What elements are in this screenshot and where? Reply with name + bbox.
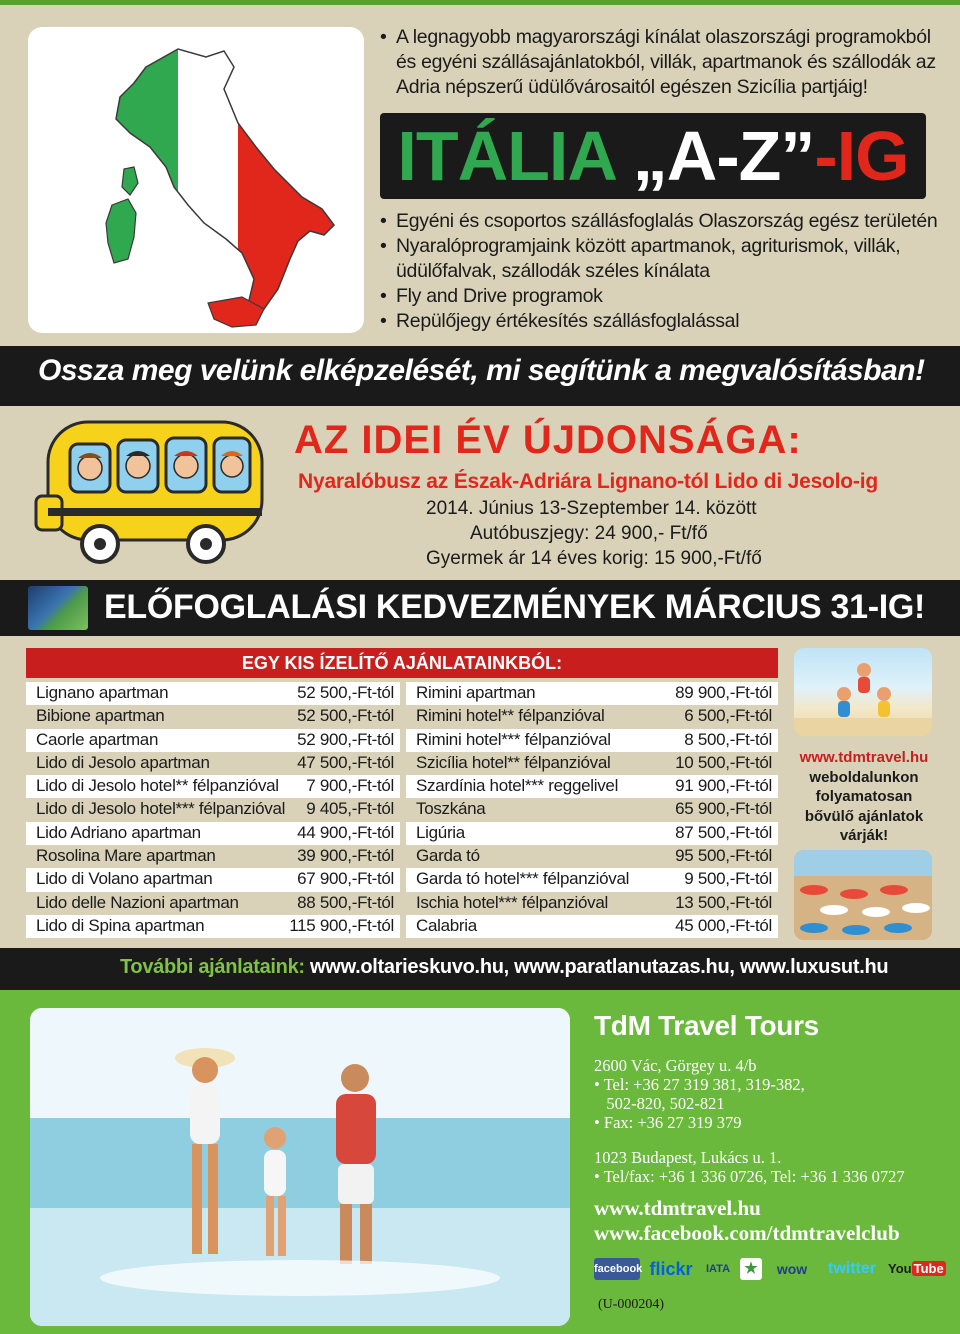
service-item: • Repülőjegy értékesítés szállásfoglalással xyxy=(380,309,950,334)
offer-row xyxy=(26,915,400,938)
address-line: 502-820, 502-821 xyxy=(594,1094,725,1113)
offer-row xyxy=(406,868,778,891)
novelty-ticket-price: Autóbuszjegy: 24 900,- Ft/fő xyxy=(470,523,708,544)
offer-row xyxy=(26,798,400,821)
offer-name: Ischia hotel*** félpanzióval xyxy=(416,892,608,912)
landscape-thumbnail xyxy=(28,586,88,630)
offer-name: Lido di Spina apartman xyxy=(36,915,205,935)
novelty-section xyxy=(0,406,960,580)
offer-price: 9 405,-Ft-tól xyxy=(306,799,394,819)
more-offers-band xyxy=(0,948,960,990)
offer-price: 9 500,-Ft-tól xyxy=(684,869,772,889)
twitter-icon[interactable]: twitter xyxy=(828,1260,876,1277)
beach-kids-photo xyxy=(794,648,932,736)
service-item: • Fly and Drive programok xyxy=(380,284,950,309)
offer-row xyxy=(26,822,400,845)
website-link[interactable]: www.tdmtravel.hu xyxy=(594,1196,761,1220)
green-star-icon: ★ xyxy=(740,1258,762,1280)
offer-name: Garda tó hotel*** félpanzióval xyxy=(416,869,630,889)
offer-row xyxy=(26,729,400,752)
youtube-you: You xyxy=(888,1261,912,1276)
offer-name: Szardínia hotel*** reggelivel xyxy=(416,776,619,796)
offer-name: Lido di Jesolo hotel*** félpanzióval xyxy=(36,799,286,819)
iata-icon[interactable]: IATA xyxy=(705,1263,731,1275)
offer-price: 39 900,-Ft-tól xyxy=(297,846,394,866)
offer-price: 115 900,-Ft-tól xyxy=(289,915,394,935)
offer-row xyxy=(406,822,778,845)
early-booking-text: ELŐFOGLALÁSI KEDVEZMÉNYEK MÁRCIUS 31-IG! xyxy=(104,588,926,626)
offer-price: 47 500,-Ft-tól xyxy=(297,752,394,772)
offer-name: Lido Adriano apartman xyxy=(36,822,201,842)
offers-section xyxy=(0,636,960,948)
offer-row xyxy=(406,915,778,938)
offer-price: 91 900,-Ft-tól xyxy=(675,776,772,796)
headline-ig: -IG xyxy=(814,117,909,195)
offer-name: Garda tó xyxy=(416,846,480,866)
offer-price: 87 500,-Ft-tól xyxy=(675,822,772,842)
people-on-beach-icon xyxy=(794,648,932,736)
offer-row xyxy=(406,752,778,775)
more-offers-label: További ajánlataink: xyxy=(120,956,305,978)
offer-name: Rimini hotel*** félpanzióval xyxy=(416,729,611,749)
offers-right-column xyxy=(406,682,778,938)
offer-price: 13 500,-Ft-tól xyxy=(675,892,772,912)
offer-row xyxy=(26,752,400,775)
novelty-child-price: Gyermek ár 14 éves korig: 15 900,-Ft/fő xyxy=(426,548,762,569)
address-line: 1023 Budapest, Lukács u. 1. xyxy=(594,1148,782,1167)
offer-row xyxy=(406,682,778,705)
headline xyxy=(380,113,926,199)
share-slogan: Ossza meg velünk elképzelését, mi segítünk a megvalósításban! xyxy=(38,354,925,387)
side-line: weboldalunkon xyxy=(809,768,919,786)
offer-row xyxy=(406,845,778,868)
address-line: • Tel: +36 27 319 381, 319-382, xyxy=(594,1075,805,1094)
offer-name: Rimini apartman xyxy=(416,683,536,702)
early-booking-band xyxy=(0,580,960,636)
offer-name: Rimini hotel** félpanzióval xyxy=(416,706,605,726)
offer-name: Bibione apartman xyxy=(36,706,165,726)
address-line: • Fax: +36 27 319 379 xyxy=(594,1113,742,1132)
offer-price: 95 500,-Ft-tól xyxy=(675,846,772,866)
offer-row xyxy=(406,729,778,752)
offer-name: Lido delle Nazioni apartman xyxy=(36,892,239,912)
novelty-dates: 2014. Június 13-Szeptember 14. között xyxy=(426,498,757,519)
address-line: • Tel/fax: +36 1 336 0726, Tel: +36 1 336 0727 xyxy=(594,1167,905,1186)
offer-price: 65 900,-Ft-tól xyxy=(675,799,772,819)
family-in-sea-icon xyxy=(30,1008,570,1326)
offers-left-column xyxy=(26,682,400,938)
share-band xyxy=(0,346,960,406)
novelty-subtitle: Nyaralóbusz az Észak-Adriára Lignano-tól Lido di Jesolo-ig xyxy=(298,470,878,493)
intro-bullet: • A legnagyobb magyarországi kínálat olaszországi programokból és egyéni szállásajánlatokból, villák, apartmanok és szállodák az Adria népszerű üdülővárosaitól egészen Szicília partjáig! xyxy=(380,25,950,100)
offer-row xyxy=(26,775,400,798)
budapest-address xyxy=(594,1148,905,1186)
service-item: • Nyaralóprogramjaink között apartmanok, agriturismok, villák, üdülőfalvak, szállodák széles kínálata xyxy=(380,234,950,284)
offer-price: 67 900,-Ft-tól xyxy=(297,869,394,889)
side-line: várják! xyxy=(839,827,889,844)
offer-row xyxy=(26,682,400,705)
offer-price: 52 500,-Ft-tól xyxy=(297,683,394,702)
social-icons xyxy=(594,1258,944,1280)
more-offers xyxy=(120,956,888,979)
umbrellas-icon xyxy=(794,850,932,940)
side-promo xyxy=(790,748,938,846)
offer-name: Szicília hotel** félpanzióval xyxy=(416,752,611,772)
school-bus-icon xyxy=(30,414,270,574)
offer-row xyxy=(26,868,400,891)
intro-list xyxy=(380,25,950,100)
facebook-link[interactable]: www.facebook.com/tdmtravelclub xyxy=(594,1221,900,1245)
beach-umbrellas-photo xyxy=(794,850,932,940)
facebook-icon[interactable]: facebook xyxy=(594,1258,640,1280)
offer-name: Toszkána xyxy=(416,799,486,819)
offer-name: Lido di Jesolo apartman xyxy=(36,752,210,772)
flickr-icon[interactable]: flickr xyxy=(649,1259,693,1279)
youtube-tube: Tube xyxy=(913,1261,944,1276)
offer-name: Rosolina Mare apartman xyxy=(36,846,216,866)
offer-price: 6 500,-Ft-tól xyxy=(684,706,772,726)
offer-name: Lido di Volano apartman xyxy=(36,869,213,889)
italy-flag-map-icon xyxy=(28,27,364,333)
side-website-link[interactable]: www.tdmtravel.hu xyxy=(799,749,929,766)
offer-price: 7 900,-Ft-tól xyxy=(306,776,394,796)
offer-row xyxy=(26,845,400,868)
offer-name: Calabria xyxy=(416,915,477,935)
address-line: 2600 Vác, Görgey u. 4/b xyxy=(594,1056,757,1075)
side-line: bővülő ajánlatok xyxy=(804,807,924,825)
offer-price: 44 900,-Ft-tól xyxy=(297,822,394,842)
offer-price: 8 500,-Ft-tól xyxy=(684,729,772,749)
service-item: • Egyéni és csoportos szállásfoglalás Olaszország egész területén xyxy=(380,209,950,234)
more-offers-links[interactable]: www.oltarieskuvo.hu, www.paratlanutazas.hu, www.luxusut.hu xyxy=(304,956,889,978)
offer-name: Caorle apartman xyxy=(36,729,159,749)
offer-price: 52 500,-Ft-tól xyxy=(297,706,394,726)
offer-row xyxy=(26,892,400,915)
offer-row xyxy=(406,798,778,821)
contact-section xyxy=(0,990,960,1334)
italy-map xyxy=(28,27,364,333)
offer-price: 52 900,-Ft-tól xyxy=(297,729,394,749)
offer-price: 45 000,-Ft-tól xyxy=(675,915,772,935)
offer-price: 89 900,-Ft-tól xyxy=(675,683,772,702)
vac-address xyxy=(594,1056,805,1132)
offer-name: Lido di Jesolo hotel** félpanzióval xyxy=(36,776,279,796)
top-section xyxy=(0,0,960,346)
offer-name: Ligúria xyxy=(416,822,465,842)
headline-italia: ITÁLIA xyxy=(397,117,615,195)
youtube-icon[interactable] xyxy=(888,1258,944,1280)
company-name: TdM Travel Tours xyxy=(594,1010,819,1041)
wow-icon[interactable]: wow xyxy=(776,1261,808,1277)
license-code: (U-000204) xyxy=(598,1297,665,1312)
services-list xyxy=(380,209,950,334)
novelty-title: AZ IDEI ÉV ÚJDONSÁGA: xyxy=(294,418,802,462)
offers-heading: EGY KIS ÍZELÍTŐ AJÁNLATAINKBÓL: xyxy=(26,648,778,678)
side-line: folyamatosan xyxy=(815,788,913,805)
offer-row xyxy=(26,705,400,728)
headline-a-z: „A-Z” xyxy=(614,117,815,195)
offer-row xyxy=(406,705,778,728)
offer-price: 88 500,-Ft-tól xyxy=(297,892,394,912)
offer-row xyxy=(406,775,778,798)
offer-name: Lignano apartman xyxy=(36,683,169,702)
offer-price: 10 500,-Ft-tól xyxy=(675,752,772,772)
family-beach-photo xyxy=(30,1008,570,1326)
company-links xyxy=(594,1196,900,1246)
offer-row xyxy=(406,892,778,915)
